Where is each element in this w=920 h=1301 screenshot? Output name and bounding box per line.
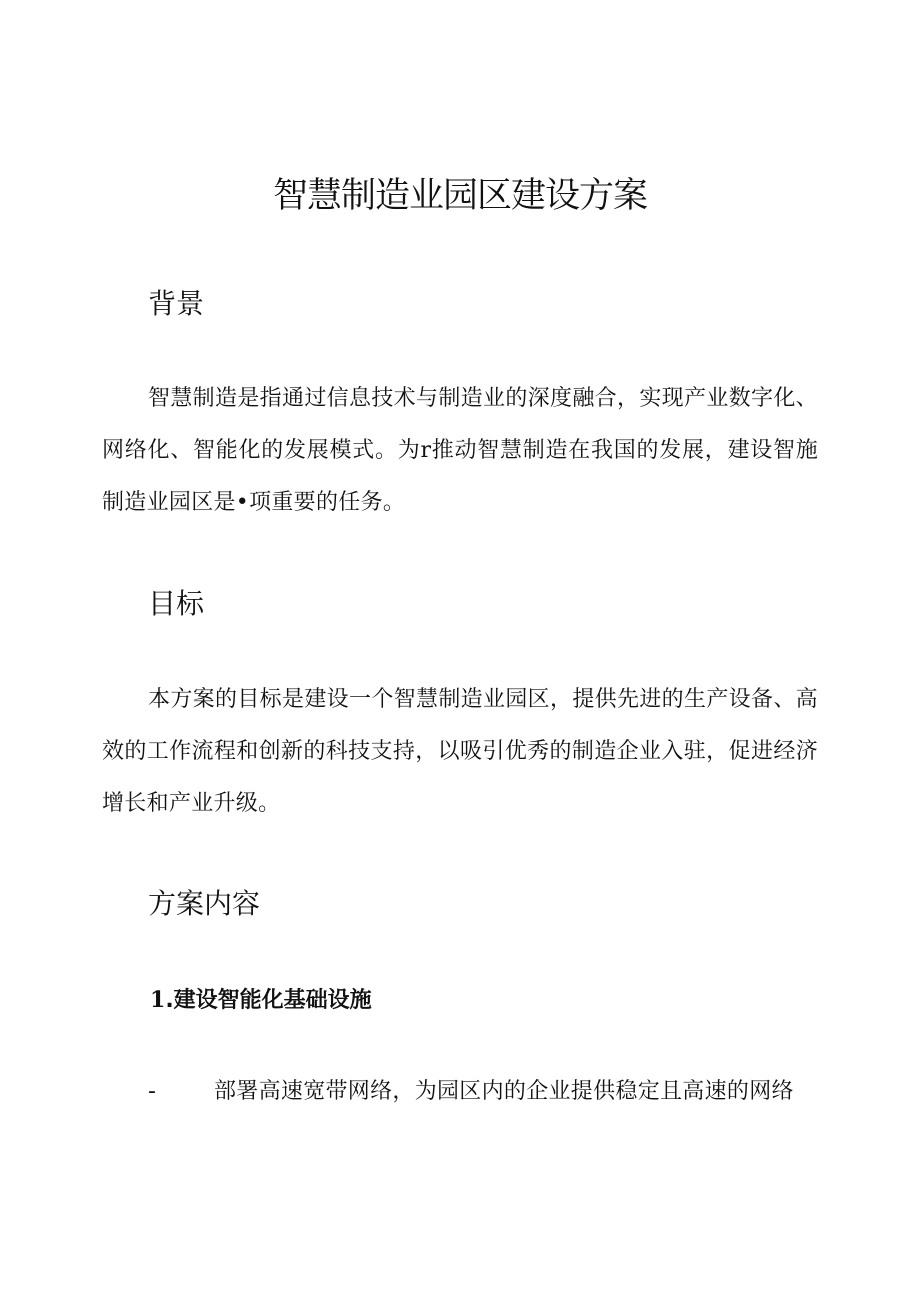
section-paragraph-goal: 本方案的目标是建设一个智慧制造业园区，提供先进的生产设备、高效的工作流程和创新的科技支持，以吸引优秀的制造企业入驻，促进经济增长和产业升级。 [102, 687, 818, 816]
bullet-text: 部署高速宽带网络，为园区内的企业提供稳定且高速的网络 [214, 1079, 794, 1104]
section-heading-goal: 目标 [148, 587, 205, 620]
bullet-mark: - [148, 1079, 156, 1104]
section-paragraph-background: 智慧制造是指通过信息技术与制造业的深度融合，实现产业数字化、网络化、智能化的发展模式。为r推动智慧制造在我国的发展，建设智施制造业园区是•项重要的任务。 [102, 386, 818, 515]
subsection-title: .建设智能化基础设施 [165, 988, 372, 1013]
subsection-number: 1 [150, 987, 166, 1013]
section-heading-background: 背景 [148, 287, 205, 320]
section-heading-content: 方案内容 [148, 887, 261, 920]
document-title: 智慧制造业园区建设方案 [272, 176, 647, 216]
subsection-heading [150, 984, 372, 1017]
bullet-item [148, 1076, 828, 1112]
